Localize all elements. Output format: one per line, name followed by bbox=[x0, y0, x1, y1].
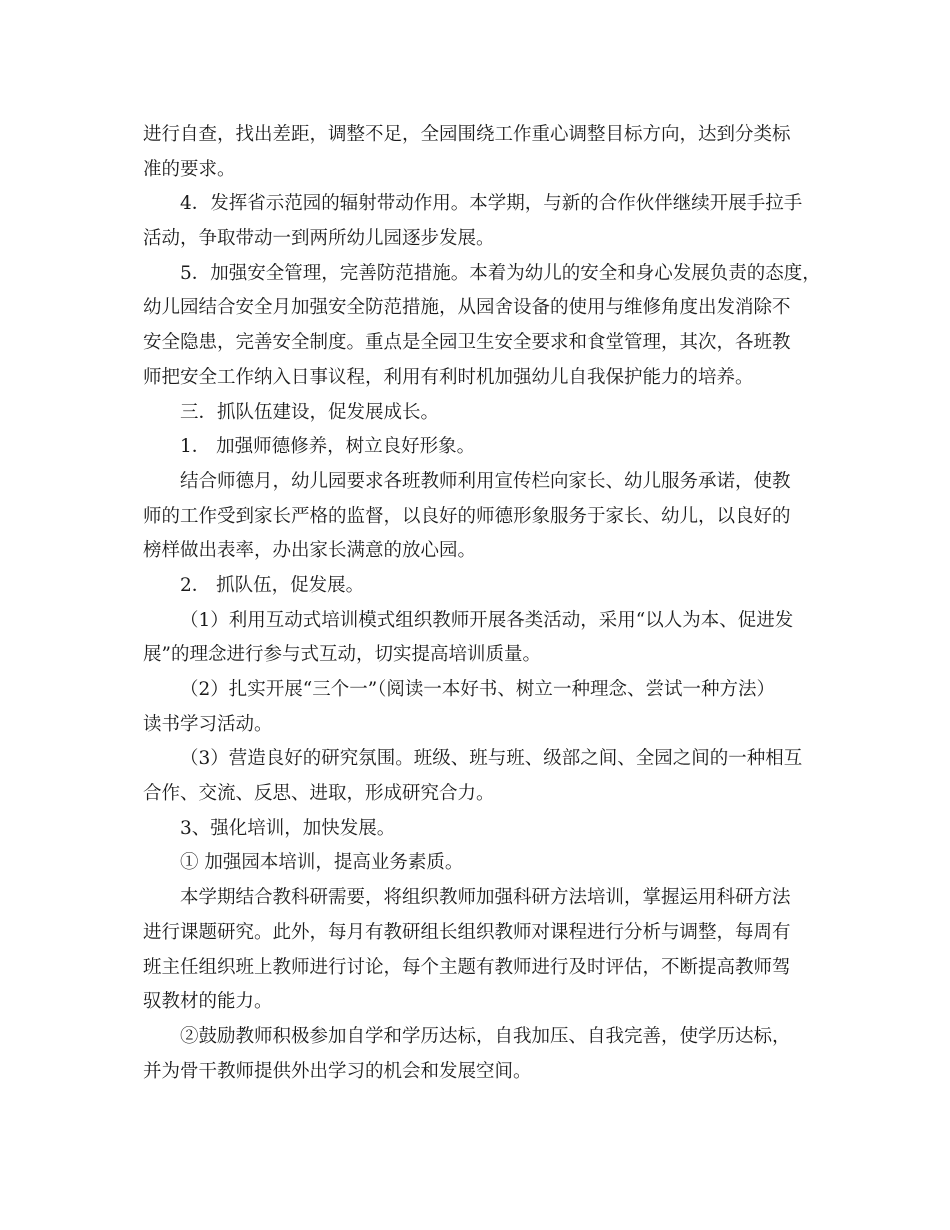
text-line: 本学期结合教科研需要，将组织教师加强科研方法培训，掌握运用科研方法 bbox=[180, 887, 791, 909]
text-line: 师的工作受到家长严格的监督，以良好的师德形象服务于家长、幼儿，以良好的 bbox=[143, 505, 791, 527]
text-line: 师把安全工作纳入日事议程，利用有利时机加强幼儿自我保护能力的培养。 bbox=[143, 366, 754, 388]
text-line: （2）扎实开展“三个一”（阅读一本好书、树立一种理念、尝试一种方法） bbox=[180, 679, 775, 700]
text-line: 并为骨干教师提供外出学习的机会和发展空间。 bbox=[143, 1060, 532, 1082]
text-line: 驭教材的能力。 bbox=[143, 991, 273, 1013]
text-line: 合作、交流、反思、进取，形成研究合力。 bbox=[143, 783, 495, 805]
subsection-heading: 3、强化培训，加快发展。 bbox=[180, 817, 396, 839]
text-line: （1）利用互动式培训模式组织教师开展各类活动，采用“以人为本、促进发 bbox=[180, 609, 794, 631]
text-line: 结合师德月，幼儿园要求各班教师利用宣传栏向家长、幼儿服务承诺，使教 bbox=[180, 470, 791, 492]
text-line: 4．发挥省示范园的辐射带动作用。本学期，与新的合作伙伴继续开展手拉手 bbox=[180, 193, 803, 215]
subsection-heading: 2． 抓队伍，促发展。 bbox=[180, 574, 365, 596]
text-line: 幼儿园结合安全月加强安全防范措施，从园舍设备的使用与维修角度出发消除不 bbox=[143, 297, 791, 319]
text-line: 榜样做出表率，办出家长满意的放心园。 bbox=[143, 540, 477, 562]
text-line: 进行自查，找出差距，调整不足，全园围绕工作重心调整目标方向，达到分类标 bbox=[143, 124, 791, 145]
text-line: 展”的理念进行参与式互动，切实提高培训质量。 bbox=[143, 644, 541, 666]
text-line: 班主任组织班上教师进行讨论，每个主题有教师进行及时评估，不断提高教师驾 bbox=[143, 956, 791, 978]
text-line: 进行课题研究。此外，每月有教研组长组织教师对课程进行分析与调整，每周有 bbox=[143, 921, 791, 943]
text-line: 准的要求。 bbox=[143, 158, 236, 180]
text-line: （3）营造良好的研究氛围。班级、班与班、级部之间、全园之间的一种相互 bbox=[180, 748, 803, 770]
text-line: ②鼓励教师积极参加自学和学历达标，自我加压、自我完善，使学历达标， bbox=[180, 1025, 791, 1047]
section-heading: 三．抓队伍建设，促发展成长。 bbox=[180, 401, 440, 423]
text-line: 读书学习活动。 bbox=[143, 713, 273, 735]
text-line: ① 加强园本培训，提高业务素质。 bbox=[180, 852, 464, 874]
text-line: 活动，争取带动一到两所幼儿园逐步发展。 bbox=[143, 228, 495, 250]
text-line: 安全隐患，完善安全制度。重点是全园卫生安全要求和食堂管理，其次，各班教 bbox=[143, 332, 791, 354]
text-line: 5．加强安全管理，完善防范措施。本着为幼儿的安全和身心发展负责的态度， bbox=[180, 262, 821, 284]
subsection-heading: 1． 加强师德修养，树立良好形象。 bbox=[180, 436, 476, 458]
document-body bbox=[143, 118, 823, 1089]
